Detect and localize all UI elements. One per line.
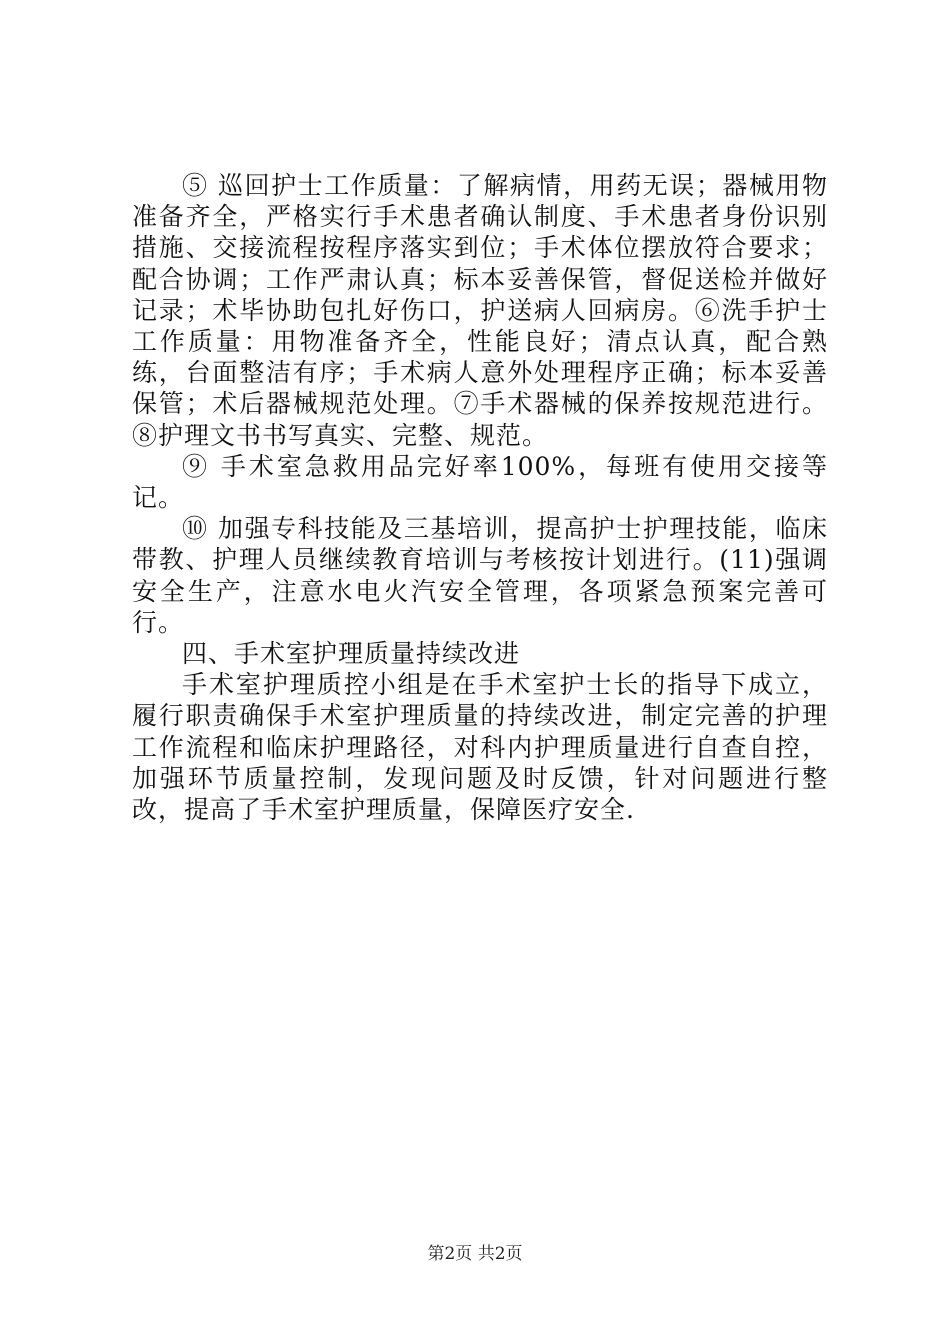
document-body xyxy=(132,170,828,825)
paragraph-emergency-supplies: ⑨ 手术室急救用品完好率100%，每班有使用交接等记。 xyxy=(132,451,828,513)
paragraph-training-safety: ⑩ 加强专科技能及三基培训，提高护士护理技能，临床带教、护理人员继续教育培训与考核按计划进行。(11)强调安全生产，注意水电火汽安全管理，各项紧急预案完善可行。 xyxy=(132,514,828,637)
paragraph-quality-control-group: 手术室护理质控小组是在手术室护士长的指导下成立，履行职责确保手术室护理质量的持续改进，制定完善的护理工作流程和临床护理路径，对科内护理质量进行自查自控，加强环节质量控制，发现问题及时反馈，针对问题进行整改，提高了手术室护理质量，保障医疗安全. xyxy=(132,670,828,825)
page-number-footer: 第2页 共2页 xyxy=(427,1244,523,1264)
section-heading-continuous-improvement: 四、手术室护理质量持续改进 xyxy=(182,639,521,669)
paragraph-circulating-nurse-quality: ⑤ 巡回护士工作质量：了解病情，用药无误；器械用物准备齐全，严格实行手术患者确认制度、手术患者身份识别措施、交接流程按程序落实到位；手术体位摆放符合要求；配合协调；工作严肃认真；标本妥善保管，督促送检并做好记录；术毕协助包扎好伤口，护送病人回病房。⑥洗手护士工作质量：用物准备齐全，性能良好；清点认真，配合熟练，台面整洁有序；手术病人意外处理程序正确；标本妥善保管；术后器械规范处理。⑦手术器械的保养按规范进行。⑧护理文书书写真实、完整、规范。 xyxy=(132,171,828,450)
